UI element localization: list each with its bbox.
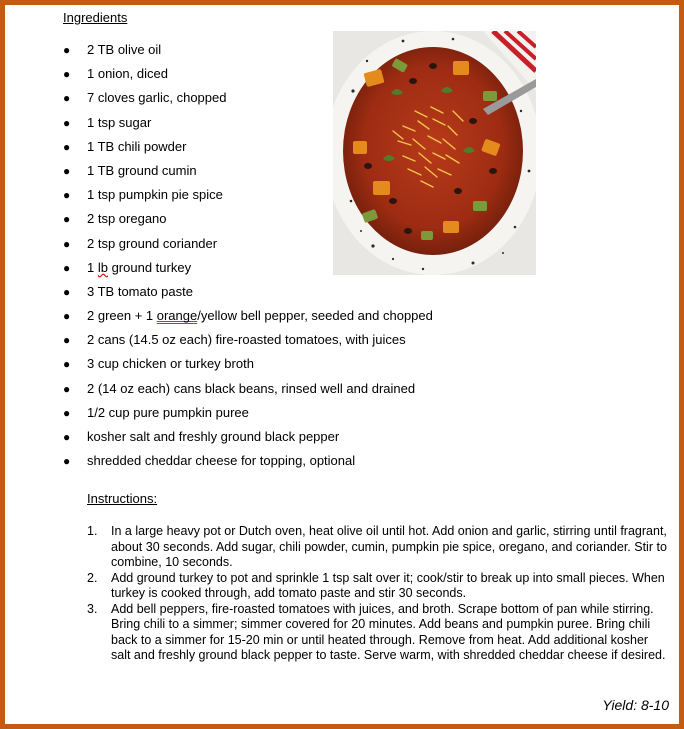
ingredient-text: 1 lb ground turkey — [87, 259, 192, 275]
step-number: 1. — [87, 524, 98, 538]
bullet-icon: ● — [63, 260, 71, 275]
ingredient-text: 1 tsp sugar — [87, 114, 152, 130]
bullet-icon: ● — [63, 67, 71, 82]
bullet-icon: ● — [63, 91, 71, 106]
ingredient-text: 1 onion, diced — [87, 66, 168, 82]
ingredient-text: 1 tsp pumpkin pie spice — [87, 187, 223, 203]
ingredients-heading: Ingredients — [63, 10, 128, 25]
bullet-icon: ● — [63, 115, 71, 130]
ingredient-text: shredded cheddar cheese for topping, optional — [87, 453, 356, 469]
bullet-icon: ● — [63, 212, 71, 227]
bullet-icon: ● — [63, 405, 71, 420]
ingredient-text: 7 cloves garlic, chopped — [87, 90, 227, 106]
bullet-icon: ● — [63, 163, 71, 178]
bullet-icon: ● — [63, 309, 71, 324]
ingredient-text: kosher salt and freshly ground black pepper — [87, 429, 340, 444]
bullet-icon: ● — [63, 188, 71, 203]
step-number: 3. — [87, 601, 98, 616]
bullet-icon: ● — [63, 454, 71, 469]
ingredient-text: 3 cup chicken or turkey broth — [87, 356, 254, 372]
step-number: 2. — [87, 570, 98, 585]
ingredient-text: 1/2 cup pure pumpkin puree — [87, 404, 249, 420]
list-item — [5, 571, 671, 602]
step-text: In a large heavy pot or Dutch oven, heat olive oil until hot. Add onion and garlic, stirring until fragrant, about 30 seconds. Add sugar, chili powder, cumin, pumpkin pie spice, oregano, and coriander. Stir to combine, 10 seconds. — [111, 524, 667, 569]
bullet-icon: ● — [63, 236, 71, 251]
yield-label: Yield: 8-10 — [602, 697, 669, 713]
ingredient-text: 2 green + 1 orange/yellow bell pepper, seeded and chopped — [87, 308, 433, 324]
grammar-flagged-word[interactable]: orange — [156, 308, 198, 324]
step-text: Add ground turkey to pot and sprinkle 1 tsp salt over it; cook/stir to break up into small pieces. When turkey is cooked through, add tomato paste and stir 30 seconds. — [111, 570, 665, 600]
step-text: Add bell peppers, fire-roasted tomatoes with juices, and broth. Scrape bottom of pan while stirring. Bring chili to a simmer; simmer covered for 20 minutes. Add beans and pumpkin puree. Bring chili back to a simmer for 15-20 min or until heated through. Remove from heat. Add additional kosher salt and freshly ground black pepper to taste. Serve warm, with shredded cheddar cheese if desired. — [111, 601, 666, 662]
ingredient-text: 1 TB chili powder — [87, 138, 187, 154]
bullet-icon: ● — [63, 139, 71, 154]
ingredient-text: 2 cans (14.5 oz each) fire-roasted tomatoes, with juices — [87, 332, 406, 348]
bullet-icon: ● — [63, 284, 71, 299]
list-item — [5, 602, 671, 664]
bullet-icon: ● — [63, 357, 71, 372]
chili-bowl-photo — [333, 31, 536, 275]
bullet-icon: ● — [63, 430, 71, 444]
instructions-list — [5, 524, 671, 664]
instructions-heading: Instructions: — [87, 491, 158, 506]
bullet-icon: ● — [63, 381, 71, 396]
bullet-icon: ● — [63, 333, 71, 348]
spellcheck-flagged-word[interactable]: lb — [97, 259, 108, 275]
bullet-icon: ● — [63, 43, 71, 57]
ingredient-text: 2 TB olive oil — [87, 42, 162, 57]
list-item — [5, 524, 671, 571]
ingredient-text: 2 (14 oz each) cans black beans, rinsed well and drained — [87, 380, 416, 396]
ingredient-text: 2 tsp oregano — [87, 211, 167, 227]
ingredient-text: 1 TB ground cumin — [87, 162, 197, 178]
ingredient-text: 2 tsp ground coriander — [87, 235, 218, 251]
ingredient-text: 3 TB tomato paste — [87, 283, 193, 299]
